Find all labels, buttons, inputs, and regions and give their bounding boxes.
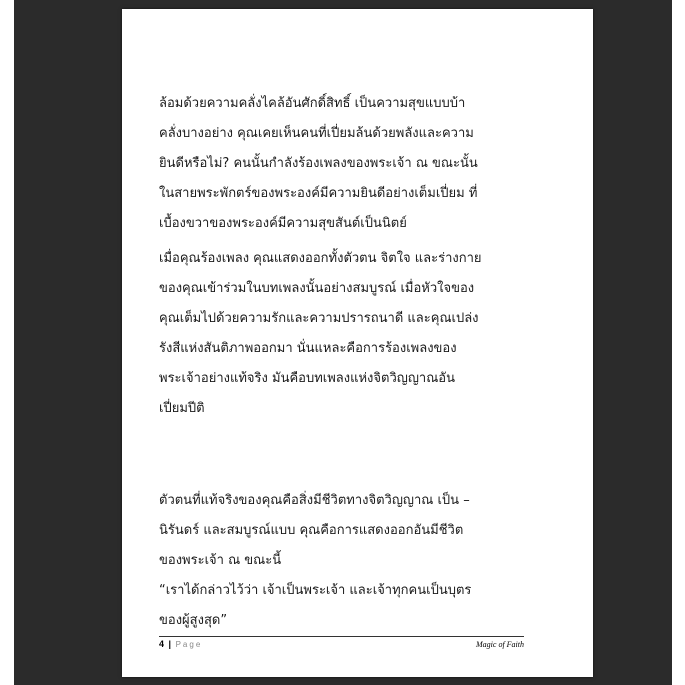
text-line: ในสายพระพักตร์ของพระองค์มีความยินดีอย่างเต็มเปี่ยม ที่ <box>159 186 478 201</box>
footer-divider <box>159 636 524 637</box>
running-footer-title: Magic of Faith <box>476 640 524 649</box>
text-line: พระเจ้าอย่างแท้จริง มันคือบทเพลงแห่งจิตวิญญาณอัน <box>159 371 455 386</box>
text-line: เมื่อคุณร้องเพลง คุณแสดงออกทั้งตัวตน จิตใจ และร่างกาย <box>159 251 482 266</box>
text-line: “เราได้กล่าวไว้ว่า เจ้าเป็นพระเจ้า และเจ้าทุกคนเป็นบุตร <box>159 583 472 598</box>
text-line: รังสีแห่งสันติภาพออกมา นั่นแหละคือการร้องเพลงของ <box>159 341 457 356</box>
text-line: คลั่งบางอย่าง คุณเคยเห็นคนที่เปี่ยมล้นด้วยพลังและความ <box>159 126 474 141</box>
text-line: คุณเต็มไปด้วยความรักและความปรารถนาดี และคุณเปล่ง <box>159 311 479 326</box>
page-number: 4 <box>159 639 165 649</box>
text-line: ยินดีหรือไม่? คนนั้นกำลังร้องเพลงของพระเจ้า ณ ขณะนั้น <box>159 156 478 171</box>
text-line: ของคุณเข้าร่วมในบทเพลงนั้นอย่างสมบูรณ์ เมื่อหัวใจของ <box>159 281 475 296</box>
left-margin <box>0 0 14 685</box>
document-viewer[interactable] <box>14 0 672 685</box>
page-separator: | <box>168 639 172 649</box>
text-line: ล้อมด้วยความคลั่งไคล้อันศักดิ์สิทธิ์ เป็นความสุขแบบบ้า <box>159 96 466 111</box>
paragraph-1 <box>159 89 529 239</box>
page-number-footer <box>159 639 202 649</box>
paragraph-2 <box>159 244 529 424</box>
page-label: Page <box>175 640 203 649</box>
text-line: ของผู้สูงสุด” <box>159 613 228 628</box>
text-line: เบื้องขวาของพระองค์มีความสุขสันต์เป็นนิตย์ <box>159 216 407 231</box>
text-line: ของพระเจ้า ณ ขณะนี้ <box>159 553 282 568</box>
document-page <box>122 9 593 677</box>
text-line: นิรันดร์ และสมบูรณ์แบบ คุณคือการแสดงออกอันมีชีวิต <box>159 523 464 538</box>
text-line: ตัวตนที่แท้จริงของคุณคือสิ่งมีชีวิตทางจิตวิญญาณ เป็น – <box>159 493 470 508</box>
text-line: เปี่ยมปีติ <box>159 401 205 416</box>
paragraph-3 <box>159 486 529 636</box>
